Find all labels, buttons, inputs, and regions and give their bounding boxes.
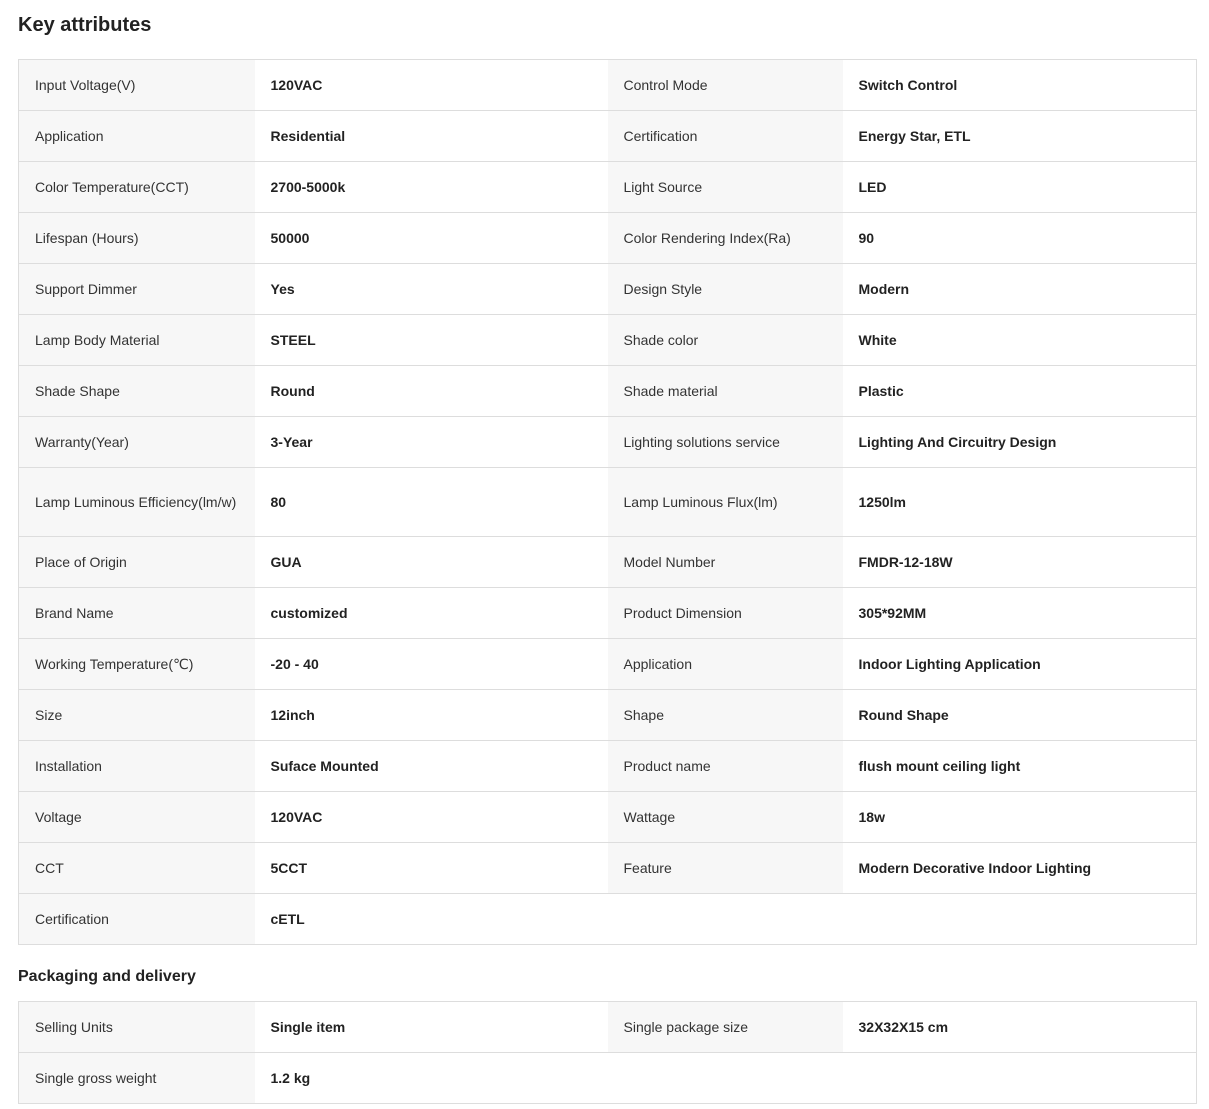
packaging-body [19,1002,1197,1104]
attribute-value: 120VAC [255,60,608,111]
attribute-row [19,1053,1197,1104]
attribute-value: STEEL [255,315,608,366]
attribute-value: -20 - 40 [255,639,608,690]
attribute-value: customized [255,588,608,639]
attribute-label: Single package size [608,1002,843,1053]
attribute-row [19,264,1197,315]
attribute-row [19,1002,1197,1053]
attribute-value: FMDR-12-18W [843,537,1197,588]
attribute-row [19,468,1197,537]
attribute-value: GUA [255,537,608,588]
attribute-value: White [843,315,1197,366]
attribute-value: 3-Year [255,417,608,468]
attribute-value: Residential [255,111,608,162]
attribute-label: Brand Name [19,588,255,639]
attribute-value: Modern [843,264,1197,315]
attribute-row [19,213,1197,264]
attribute-value: 305*92MM [843,588,1197,639]
attribute-row [19,792,1197,843]
attribute-label: Wattage [608,792,843,843]
attribute-label: CCT [19,843,255,894]
attribute-label: Selling Units [19,1002,255,1053]
attribute-row [19,588,1197,639]
attribute-value: 12inch [255,690,608,741]
attribute-label: Warranty(Year) [19,417,255,468]
attribute-row [19,690,1197,741]
attribute-value: 1.2 kg [255,1053,608,1104]
attribute-value: Indoor Lighting Application [843,639,1197,690]
attribute-value: Yes [255,264,608,315]
empty-cell [843,894,1197,945]
attribute-label: Certification [19,894,255,945]
empty-cell [608,894,843,945]
attribute-label: Product Dimension [608,588,843,639]
attribute-label: Input Voltage(V) [19,60,255,111]
attribute-label: Model Number [608,537,843,588]
empty-cell [608,1053,843,1104]
attribute-label: Size [19,690,255,741]
attribute-label: Product name [608,741,843,792]
attribute-label: Certification [608,111,843,162]
attribute-value: cETL [255,894,608,945]
attribute-label: Lifespan (Hours) [19,213,255,264]
attribute-label: Shade color [608,315,843,366]
attribute-value: 1250lm [843,468,1197,537]
attribute-value: 80 [255,468,608,537]
attribute-row [19,60,1197,111]
attribute-label: Control Mode [608,60,843,111]
attribute-label: Design Style [608,264,843,315]
attribute-value: 32X32X15 cm [843,1002,1197,1053]
attribute-value: LED [843,162,1197,213]
attribute-value: Suface Mounted [255,741,608,792]
attribute-value: Round [255,366,608,417]
attribute-label: Lighting solutions service [608,417,843,468]
attribute-value: 120VAC [255,792,608,843]
key-attributes-body [19,60,1197,945]
attribute-row [19,366,1197,417]
attribute-label: Feature [608,843,843,894]
attribute-label: Lamp Luminous Flux(lm) [608,468,843,537]
attribute-row [19,417,1197,468]
attribute-value: 18w [843,792,1197,843]
attribute-row [19,843,1197,894]
empty-cell [843,1053,1197,1104]
attribute-label: Working Temperature(℃) [19,639,255,690]
attribute-label: Single gross weight [19,1053,255,1104]
attribute-value: Energy Star, ETL [843,111,1197,162]
attribute-label: Application [608,639,843,690]
attribute-value: Lighting And Circuitry Design [843,417,1197,468]
attribute-value: 2700-5000k [255,162,608,213]
attribute-row [19,315,1197,366]
attribute-label: Place of Origin [19,537,255,588]
key-attributes-title: Key attributes [18,14,152,36]
attribute-row [19,162,1197,213]
attribute-row [19,741,1197,792]
attribute-label: Shape [608,690,843,741]
attribute-row [19,537,1197,588]
attribute-row [19,111,1197,162]
attribute-label: Support Dimmer [19,264,255,315]
attribute-value: Modern Decorative Indoor Lighting [843,843,1197,894]
key-attributes-table [18,59,1197,945]
attribute-label: Application [19,111,255,162]
packaging-title: Packaging and delivery [18,968,196,985]
attribute-value: 5CCT [255,843,608,894]
attribute-label: Lamp Luminous Efficiency(lm/w) [19,468,255,537]
attribute-label: Shade Shape [19,366,255,417]
attribute-label: Lamp Body Material [19,315,255,366]
attribute-value: Round Shape [843,690,1197,741]
packaging-table [18,1001,1197,1104]
attribute-value: 50000 [255,213,608,264]
attribute-value: Plastic [843,366,1197,417]
attribute-label: Color Temperature(CCT) [19,162,255,213]
attribute-value: Switch Control [843,60,1197,111]
attribute-label: Color Rendering Index(Ra) [608,213,843,264]
attribute-label: Light Source [608,162,843,213]
attribute-value: Single item [255,1002,608,1053]
attribute-row [19,639,1197,690]
attribute-label: Shade material [608,366,843,417]
attribute-label: Voltage [19,792,255,843]
attribute-row [19,894,1197,945]
attribute-value: flush mount ceiling light [843,741,1197,792]
attribute-value: 90 [843,213,1197,264]
attribute-label: Installation [19,741,255,792]
